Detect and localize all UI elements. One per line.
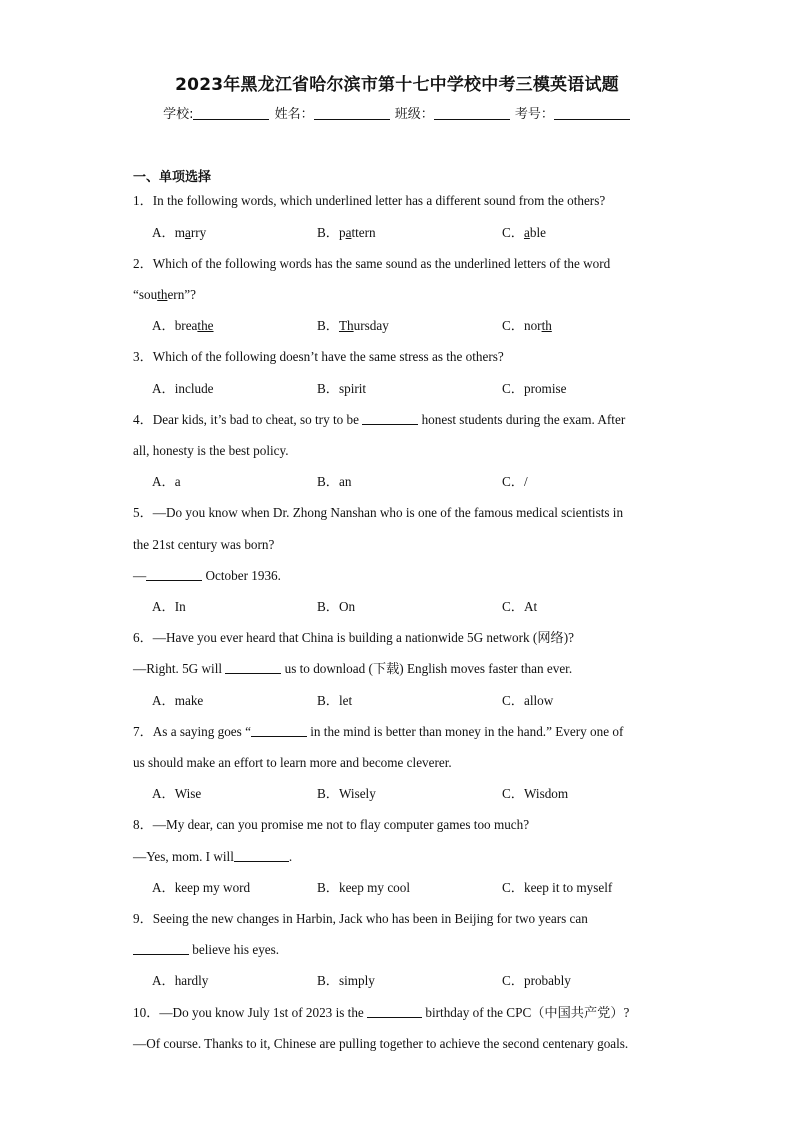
question-10-text: 10．—Do you know July 1st of 2023 is the birthday of the CPC（中国共产党）? — [133, 1005, 630, 1020]
q5-option-c[interactable]: C．At — [502, 599, 538, 614]
school-label: 学校: — [163, 107, 194, 122]
q6-option-a[interactable]: A．make — [152, 693, 204, 708]
answer-blank — [146, 569, 202, 581]
student-info-row — [0, 103, 794, 122]
q9-option-a[interactable]: A．hardly — [152, 973, 209, 988]
answer-blank — [367, 1006, 422, 1018]
q2-option-b[interactable]: B．Thursday — [317, 318, 389, 333]
question-6-text: 6．—Have you ever heard that China is building a nationwide 5G network (网络)? — [133, 630, 574, 645]
q3-option-a[interactable]: A．include — [152, 381, 214, 396]
q3-option-b[interactable]: B．spirit — [317, 381, 367, 396]
question-8-answer-line: —Yes, mom. I will . — [133, 849, 293, 864]
question-5-text: 5．—Do you know when Dr. Zhong Nanshan who is one of the famous medical scientists in — [133, 505, 624, 520]
name-blank[interactable] — [314, 107, 390, 120]
question-10-answer-line: —Of course. Thanks to it, Chinese are pulling together to achieve the second centenary goals. — [133, 1036, 629, 1051]
q5-option-a[interactable]: A．In — [152, 599, 186, 614]
question-2-text-cont: “southern”? — [133, 287, 196, 302]
q7-option-b[interactable]: B．Wisely — [317, 786, 376, 801]
exam-no-label: 考号： — [514, 107, 554, 122]
q8-option-b[interactable]: B．keep my cool — [317, 880, 411, 895]
question-5-answer-line: — October 1936. — [133, 568, 281, 583]
q7-option-a[interactable]: A．Wise — [152, 786, 202, 801]
q1-option-b[interactable]: B．pattern — [317, 225, 376, 240]
question-9-text: 9．Seeing the new changes in Harbin, Jack who has been in Beijing for two years can — [133, 911, 588, 926]
question-7-text-cont: us should make an effort to learn more and become cleverer. — [133, 755, 452, 770]
section-heading: 一、单项选择 — [133, 170, 212, 185]
q2-option-c[interactable]: C．north — [502, 318, 552, 333]
question-4-text-cont: all, honesty is the best policy. — [133, 443, 289, 458]
q1-option-c[interactable]: C．able — [502, 225, 546, 240]
answer-blank — [251, 725, 307, 737]
q8-option-c[interactable]: C．keep it to myself — [502, 880, 613, 895]
question-1-text: 1．In the following words, which underlined letter has a different sound from the others? — [133, 193, 606, 208]
answer-blank — [362, 413, 418, 425]
q2-option-a[interactable]: A．breathe — [152, 318, 214, 333]
question-5-text-cont: the 21st century was born? — [133, 537, 275, 552]
question-8-text: 8．—My dear, can you promise me not to flay computer games too much? — [133, 817, 530, 832]
q6-option-c[interactable]: C．allow — [502, 693, 554, 708]
question-6-answer-line: —Right. 5G will us to download (下载) English moves faster than ever. — [133, 661, 573, 676]
q7-option-c[interactable]: C．Wisdom — [502, 786, 569, 801]
q4-option-b[interactable]: B．an — [317, 474, 352, 489]
question-9-text-cont: believe his eyes. — [133, 942, 663, 958]
question-2-text: 2．Which of the following words has the same sound as the underlined letters of the word — [133, 256, 611, 271]
q9-option-b[interactable]: B．simply — [317, 973, 375, 988]
exam-no-blank[interactable] — [554, 107, 630, 120]
q1-option-a[interactable]: A．marry — [152, 225, 207, 240]
question-7-text: 7．As a saying goes “ in the mind is better than money in the hand.” Every one of — [133, 724, 624, 739]
answer-blank — [234, 850, 289, 862]
school-blank[interactable] — [193, 107, 269, 120]
q5-option-b[interactable]: B．On — [317, 599, 356, 614]
exam-title: 2023年黑龙江省哈尔滨市第十七中学校中考三模英语试题 — [175, 75, 619, 95]
q9-option-c[interactable]: C．probably — [502, 973, 571, 988]
question-4-text: 4．Dear kids, it’s bad to cheat, so try to be honest students during the exam. After — [133, 412, 626, 427]
q4-option-a[interactable]: A．a — [152, 474, 181, 489]
answer-blank — [133, 943, 189, 955]
answer-blank — [225, 662, 281, 674]
q8-option-a[interactable]: A．keep my word — [152, 880, 251, 895]
class-blank[interactable] — [434, 107, 510, 120]
class-label: 班级： — [394, 107, 434, 122]
q4-option-c[interactable]: C．/ — [502, 474, 528, 489]
q6-option-b[interactable]: B．let — [317, 693, 353, 708]
q3-option-c[interactable]: C．promise — [502, 381, 567, 396]
question-3-text: 3．Which of the following doesn’t have the same stress as the others? — [133, 349, 504, 364]
name-label: 姓名： — [274, 107, 314, 122]
